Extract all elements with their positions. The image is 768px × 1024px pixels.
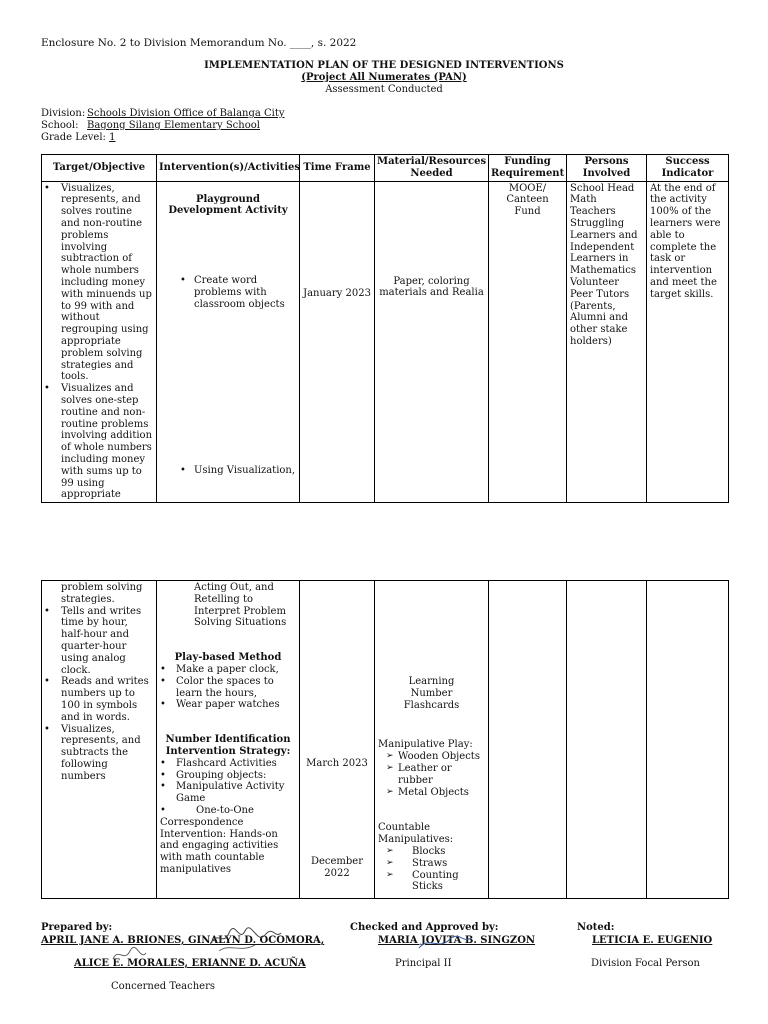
project-subtitle: (Project All Numerates (PAN) <box>301 72 467 83</box>
page-title: IMPLEMENTATION PLAN OF THE DESIGNED INTERVENTIONS <box>204 60 564 71</box>
prepared-names-line2: ALICE E. MORALES, ERIANNE D. ACUÑA <box>74 958 306 969</box>
funding-cell <box>489 181 567 503</box>
number-item: • Flashcard Activities <box>160 758 296 770</box>
division-label: Division: <box>41 108 86 119</box>
time-frame: January 2023 <box>303 287 371 299</box>
target-continued: problem solving strategies. <box>61 582 143 605</box>
grade-value: 1 <box>109 132 116 143</box>
header-persons: Persons Involved <box>567 155 647 182</box>
enclosure-line: Enclosure No. 2 to Division Memorandum No. ____, s. 2022 <box>41 37 357 49</box>
target-item: • Visualizes, represents, and subtracts the following numbers <box>47 724 153 783</box>
manipulative-item: ➢ Wooden Objects <box>386 751 485 763</box>
grade-label: Grade Level: <box>41 132 106 143</box>
success-cell <box>647 581 729 899</box>
one-to-one-text: One-to-One Correspondence Intervention: Hands-on and engaging activities with math countable manipulatives <box>160 804 279 875</box>
prepared-role: Concerned Teachers <box>111 981 215 992</box>
countable-item: ➢ Counting Sticks <box>386 870 462 894</box>
prepared-names-line1: APRIL JANE A. BRIONES, GINALYN D. OCOMORA, <box>41 935 325 946</box>
header-interventions: Intervention(s)/Activities <box>157 155 300 182</box>
noted-role: Division Focal Person <box>591 958 700 969</box>
target-item: • Visualizes, represents, and solves routine and non-routine problems involving subtraction of whole numbers including money with minuends up to 99 with and without regrouping using appropriate problem solving strategies and tools. <box>47 183 153 384</box>
persons-cell <box>567 581 647 899</box>
countable-item: ➢ Straws <box>386 858 485 870</box>
persons: School Head Math Teachers Struggling Learners and Independent Learners in Mathematics Volunteer Peer Tutors (Parents, Alumni and other stake holders) <box>570 182 638 347</box>
funding: MOOE/ Canteen Fund <box>506 182 549 218</box>
assessment-subtitle: Assessment Conducted <box>325 84 443 95</box>
signature-scribble <box>110 945 150 967</box>
title-block <box>0 60 768 96</box>
materials: Paper, coloring materials and Realia <box>379 275 484 299</box>
manipulative-item: ➢ Metal Objects <box>386 787 485 799</box>
play-item: • Wear paper watches <box>160 699 296 711</box>
header-funding: Funding Requirement <box>489 155 567 182</box>
play-item: • Make a paper clock, <box>160 664 296 676</box>
materials-cell <box>375 581 489 899</box>
materials-cell <box>375 181 489 503</box>
manipulative-item: ➢ Leather or rubber <box>386 763 468 787</box>
division-value: Schools Division Office of Balanga City <box>87 108 285 119</box>
implementation-table-part2 <box>41 580 729 899</box>
time-frame-march: March 2023 <box>306 758 368 769</box>
header-success: Success Indicator <box>647 155 729 182</box>
time-frame-december: December 2022 <box>310 855 364 879</box>
target-item: • Visualizes and solves one-step routine and non-routine problems involving addition of whole numbers including money with sums up to 99 using appropriate <box>47 383 153 501</box>
activities-cell <box>157 181 300 503</box>
header-time-frame: Time Frame <box>300 155 375 182</box>
countable-item: ➢ Blocks <box>386 846 485 858</box>
activity-title: Playground Development Activity <box>168 193 288 217</box>
number-strategy-title: Number Identification Intervention Strategy: <box>165 734 291 757</box>
play-item: • Color the spaces to learn the hours, <box>160 676 296 700</box>
activity-continued: Acting Out, and Retelling to Interpret Problem Solving Situations <box>194 582 287 629</box>
signature-scribble <box>415 930 475 956</box>
funding-cell <box>489 581 567 899</box>
noted-name: LETICIA E. EUGENIO <box>592 935 713 946</box>
school-label: School: <box>41 120 79 131</box>
one-to-one-item <box>160 805 296 876</box>
school-value: Bagong Silang Elementary School <box>87 120 260 131</box>
activity-item: • Create word problems with classroom objects <box>180 275 296 310</box>
success-indicator: At the end of the activity 100% of the learners were able to complete the task or intervention and meet the target skills. <box>650 182 721 300</box>
header-materials: Material/Resources Needed <box>375 155 489 182</box>
target-cell <box>42 581 157 899</box>
persons-cell <box>567 181 647 503</box>
signature-scribble <box>205 925 285 955</box>
noted-label: Noted: <box>577 922 615 933</box>
time-frame-cell <box>300 181 375 503</box>
number-item: • Grouping objects: <box>160 770 296 782</box>
play-based-title: Play-based Method <box>174 652 282 664</box>
activity-item: • Using Visualization, <box>180 465 314 477</box>
checked-label: Checked and Approved by: <box>350 922 499 933</box>
checked-role: Principal II <box>395 958 452 969</box>
number-item: • Manipulative Activity Game <box>160 781 296 805</box>
activities-cell <box>157 581 300 899</box>
prepared-label: Prepared by: <box>41 922 113 933</box>
implementation-table-part1 <box>41 154 729 503</box>
success-cell <box>647 181 729 503</box>
checked-name: MARIA JOVITA B. SINGZON <box>378 935 536 946</box>
target-item: • Tells and writes time by hour, half-hour and quarter-hour using analog clock. <box>47 606 153 677</box>
countable-title: Countable Manipulatives: <box>378 822 454 846</box>
manipulative-title: Manipulative Play: <box>378 739 473 751</box>
target-cell <box>42 181 157 503</box>
target-item: • Reads and writes numbers up to 100 in symbols and in words. <box>47 676 153 723</box>
time-frame-cell <box>300 581 375 899</box>
school-info <box>41 108 285 144</box>
flashcards: Learning Number Flashcards <box>403 676 460 711</box>
header-target: Target/Objective <box>42 155 157 182</box>
